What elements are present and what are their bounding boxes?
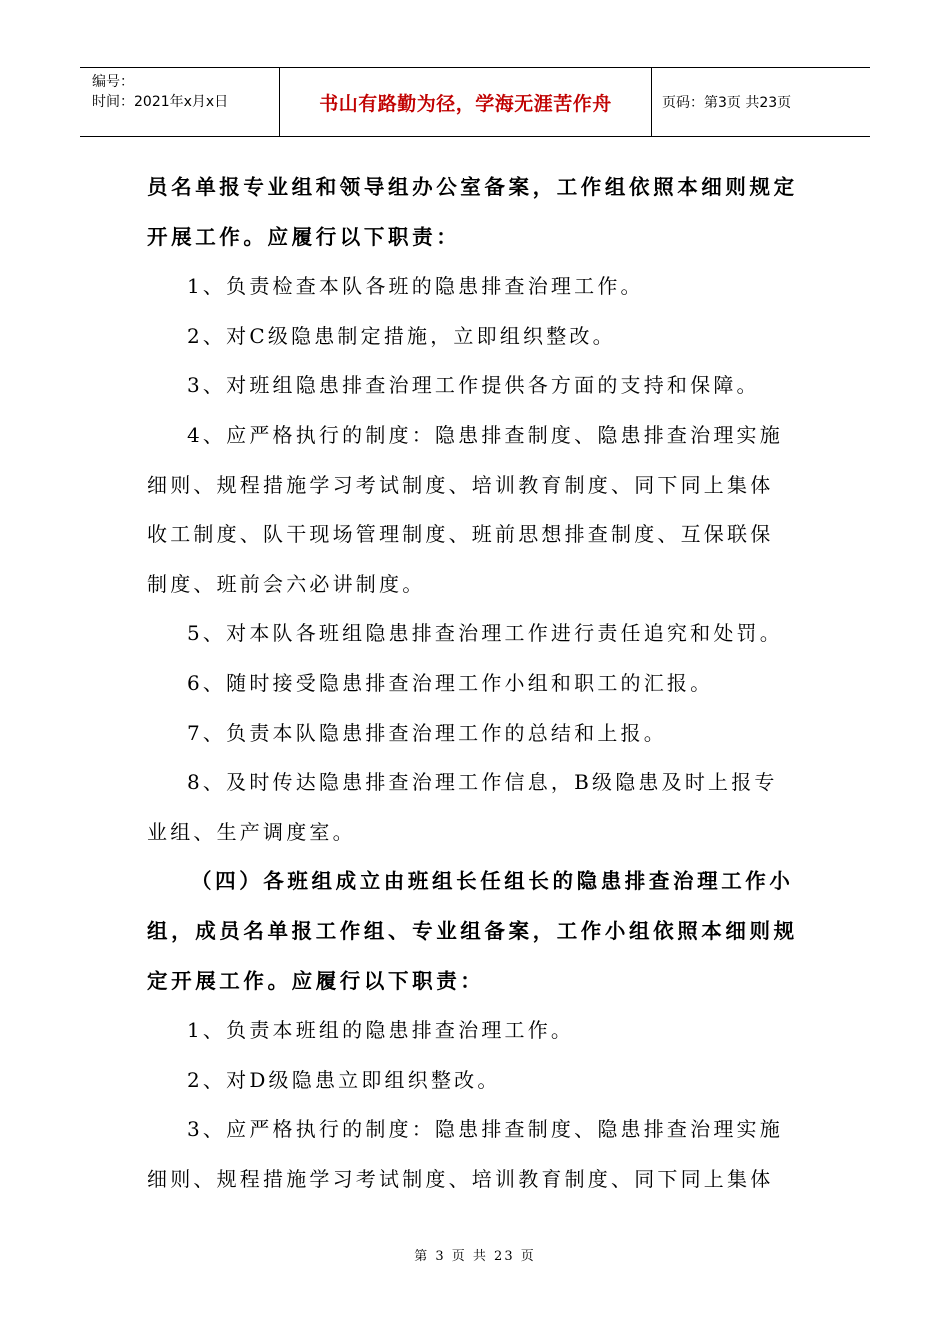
body-line: 收工制度、队干现场管理制度、班前思想排查制度、互保联保 <box>147 522 774 547</box>
body-line: 6、随时接受隐患排查治理工作小组和职工的汇报。 <box>187 670 714 695</box>
body-line: 1、负责本班组的隐患排查治理工作。 <box>187 1018 575 1043</box>
header-meta <box>80 68 280 136</box>
body-line: 3、对班组隐患排查治理工作提供各方面的支持和保障。 <box>187 373 760 398</box>
body-line: 7、负责本队隐患排查治理工作的总结和上报。 <box>187 720 667 745</box>
section-heading: （四）各班组成立由班组长任组长的隐患排查治理工作小 <box>191 869 794 894</box>
body-line: 4、应严格执行的制度：隐患排查制度、隐患排查治理实施 <box>187 422 783 447</box>
body-line: 5、对本队各班组隐患排查治理工作进行责任追究和处罚。 <box>187 621 783 646</box>
document-body <box>147 163 807 1204</box>
body-line: 员名单报专业组和领导组办公室备案，工作组依照本细则规定 <box>147 175 798 199</box>
body-line: 2、对C级隐患制定措施，立即组织整改。 <box>187 323 616 348</box>
document-date: 时间：2021年x月x日 <box>92 94 229 110</box>
body-line: 制度、班前会六必讲制度。 <box>147 571 426 596</box>
body-line: 定开展工作。应履行以下职责： <box>147 968 485 993</box>
body-line: 1、负责检查本队各班的隐患排查治理工作。 <box>187 274 644 299</box>
body-line: 2、对D级隐患立即组织整改。 <box>187 1067 501 1092</box>
page-header <box>80 67 870 137</box>
body-line: 细则、规程措施学习考试制度、培训教育制度、同下同上集体 <box>147 472 774 497</box>
header-motto: 书山有路勤为径，学海无涯苦作舟 <box>280 68 652 136</box>
body-line: 细则、规程措施学习考试制度、培训教育制度、同下同上集体 <box>147 1166 774 1191</box>
body-line: 开展工作。应履行以下职责： <box>147 224 461 249</box>
body-line: 8、及时传达隐患排查治理工作信息，B级隐患及时上报专 <box>187 770 778 795</box>
document-number-label: 编号： <box>92 74 134 90</box>
body-line: 3、应严格执行的制度：隐患排查制度、隐患排查治理实施 <box>187 1117 783 1142</box>
page-footer: 第 3 页 共 23 页 <box>414 1249 536 1264</box>
header-page-info: 页码：第3页 共23页 <box>662 95 792 111</box>
body-line: 组，成员名单报工作组、专业组备案，工作小组依照本细则规 <box>147 918 798 943</box>
body-line: 业组、生产调度室。 <box>147 819 356 844</box>
